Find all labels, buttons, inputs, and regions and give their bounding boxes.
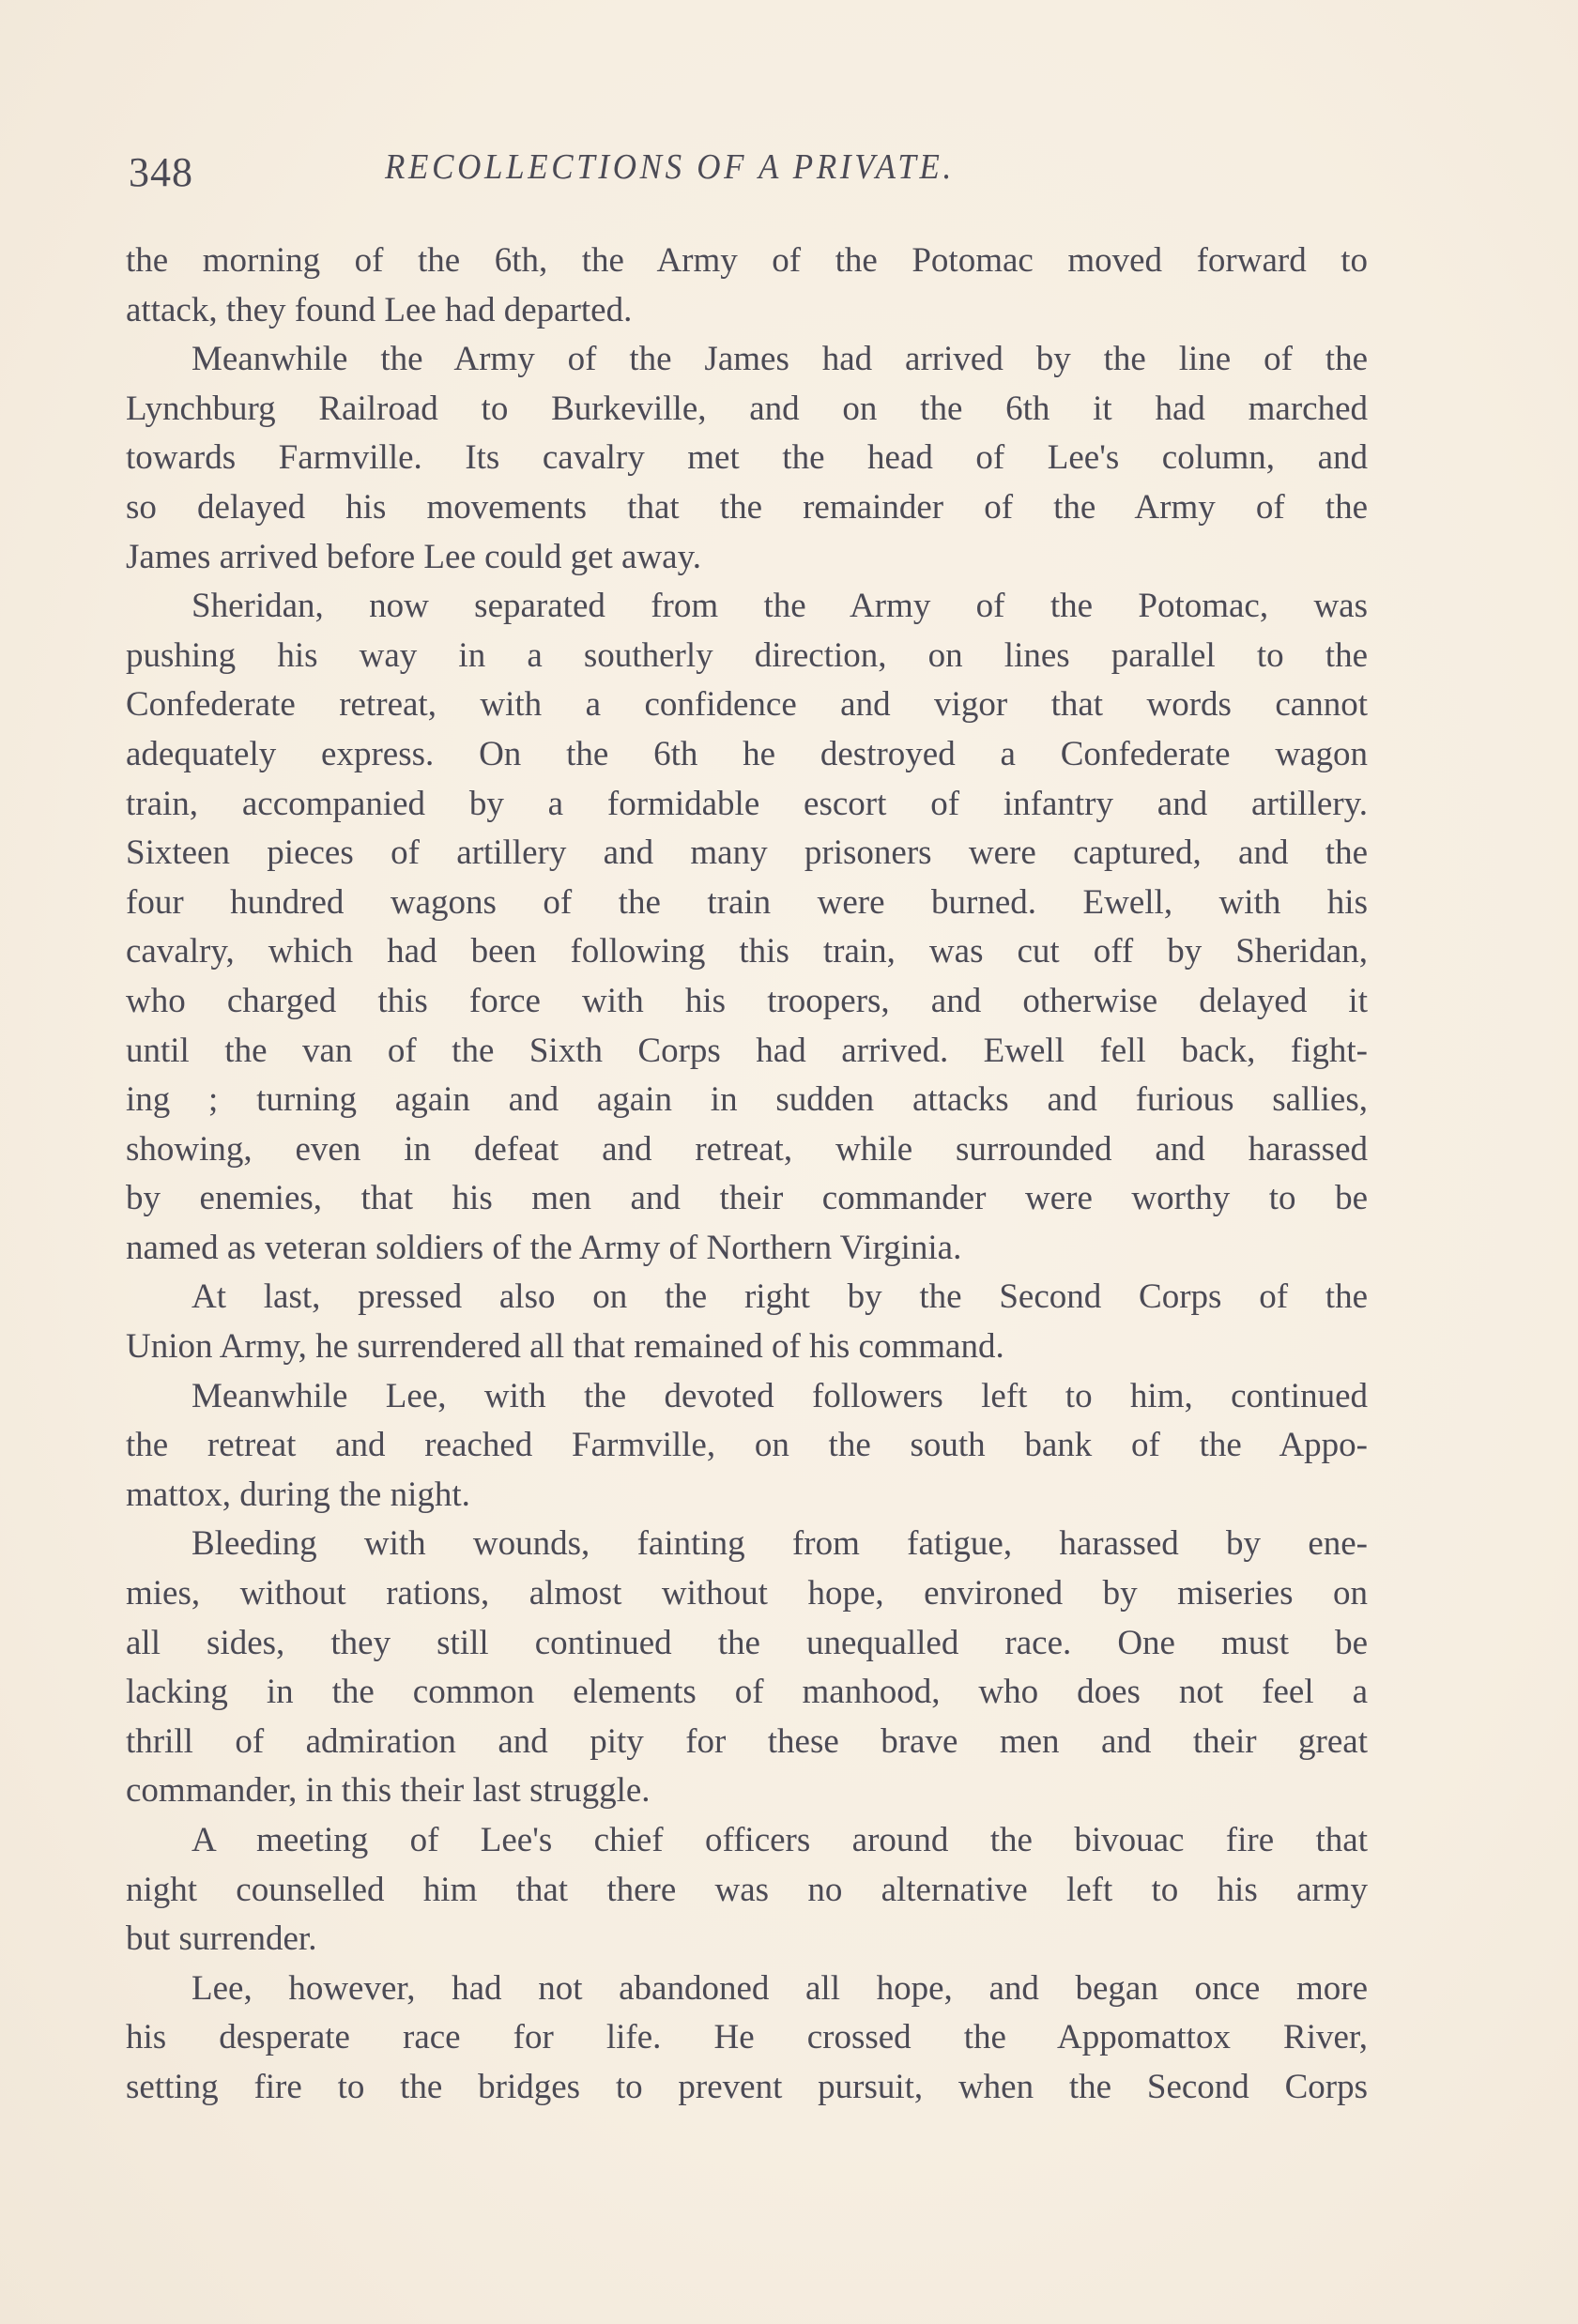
text-line: so delayed his movements that the remainder of the Army of the xyxy=(126,487,1368,527)
text-line: Lynchburg Railroad to Burkeville, and on the 6th it had marched xyxy=(126,389,1368,428)
text-line: setting fire to the bridges to prevent pursuit, when the Second Corps xyxy=(126,2067,1368,2106)
paragraph xyxy=(126,1372,1368,1521)
text-line: who charged this force with his troopers, and otherwise delayed it xyxy=(126,981,1368,1020)
text-line: James arrived before Lee could get away. xyxy=(126,537,701,576)
text-line: by enemies, that his men and their commander were worthy to be xyxy=(126,1179,1368,1218)
text-line: but surrender. xyxy=(126,1919,317,1959)
text-line: Sixteen pieces of artillery and many prisoners were captured, and the xyxy=(126,833,1368,873)
text-line: the morning of the 6th, the Army of the Potomac moved forward to xyxy=(126,241,1368,280)
text-line: A meeting of Lee's chief officers around the bivouac fire that xyxy=(192,1821,1368,1859)
text-line: At last, pressed also on the right by the Second Corps of the xyxy=(192,1277,1368,1317)
text-line: named as veteran soldiers of the Army of Northern Virginia. xyxy=(126,1228,962,1267)
paragraph xyxy=(126,1520,1368,1816)
text-line: Bleeding with wounds, fainting from fatigue, harassed by ene- xyxy=(192,1524,1368,1564)
text-line: all sides, they still continued the unequalled race. One must be xyxy=(126,1623,1368,1662)
text-line: ing ; turning again and again in sudden attacks and furious sallies, xyxy=(126,1080,1368,1120)
text-line: pushing his way in a southerly direction, on lines parallel to the xyxy=(126,635,1368,675)
paragraph xyxy=(126,335,1368,582)
text-line: towards Farmville. Its cavalry met the head of Lee's column, and xyxy=(126,438,1368,478)
paragraph xyxy=(126,1965,1368,2113)
text-line: night counselled him that there was no alternative left to his army xyxy=(126,1870,1368,1909)
text-line: four hundred wagons of the train were burned. Ewell, with his xyxy=(126,882,1368,922)
text-line: lacking in the common elements of manhood, who does not feel a xyxy=(126,1673,1368,1712)
text-line: Meanwhile the Army of the James had arrived by the line of the xyxy=(192,340,1368,379)
body-text xyxy=(126,237,1368,2113)
text-line: Lee, however, had not abandoned all hope, and began once more xyxy=(192,1968,1368,2008)
paragraph xyxy=(126,582,1368,1273)
text-line: Meanwhile Lee, with the devoted followers left to him, continued xyxy=(192,1376,1368,1415)
text-line: attack, they found Lee had departed. xyxy=(126,290,633,329)
text-line: Union Army, he surrendered all that remained of his command. xyxy=(126,1327,1004,1367)
text-line: commander, in this their last struggle. xyxy=(126,1771,651,1811)
text-line: the retreat and reached Farmville, on the south bank of the Appo- xyxy=(126,1426,1368,1465)
page-number: 348 xyxy=(129,149,193,195)
text-line: Confederate retreat, with a confidence and vigor that words cannot xyxy=(126,685,1368,725)
text-line: Sheridan, now separated from the Army of the Potomac, was xyxy=(192,587,1368,626)
paragraph xyxy=(126,1816,1368,1965)
text-line: mies, without rations, almost without hope, environed by miseries on xyxy=(126,1574,1368,1613)
paragraph xyxy=(126,237,1368,335)
text-line: his desperate race for life. He crossed the Appomattox River, xyxy=(126,2018,1368,2057)
paragraph xyxy=(126,1273,1368,1371)
text-line: until the van of the Sixth Corps had arrived. Ewell fell back, fight- xyxy=(126,1031,1368,1070)
running-title: RECOLLECTIONS OF A PRIVATE. xyxy=(385,147,955,187)
text-line: thrill of admiration and pity for these brave men and their great xyxy=(126,1721,1368,1761)
text-line: mattox, during the night. xyxy=(126,1475,470,1514)
text-line: cavalry, which had been following this train, was cut off by Sheridan, xyxy=(126,932,1368,971)
text-line: train, accompanied by a formidable escort of infantry and artillery. xyxy=(126,784,1368,823)
text-line: showing, even in defeat and retreat, while surrounded and harassed xyxy=(126,1129,1368,1169)
text-line: adequately express. On the 6th he destroyed a Confederate wagon xyxy=(126,734,1368,773)
